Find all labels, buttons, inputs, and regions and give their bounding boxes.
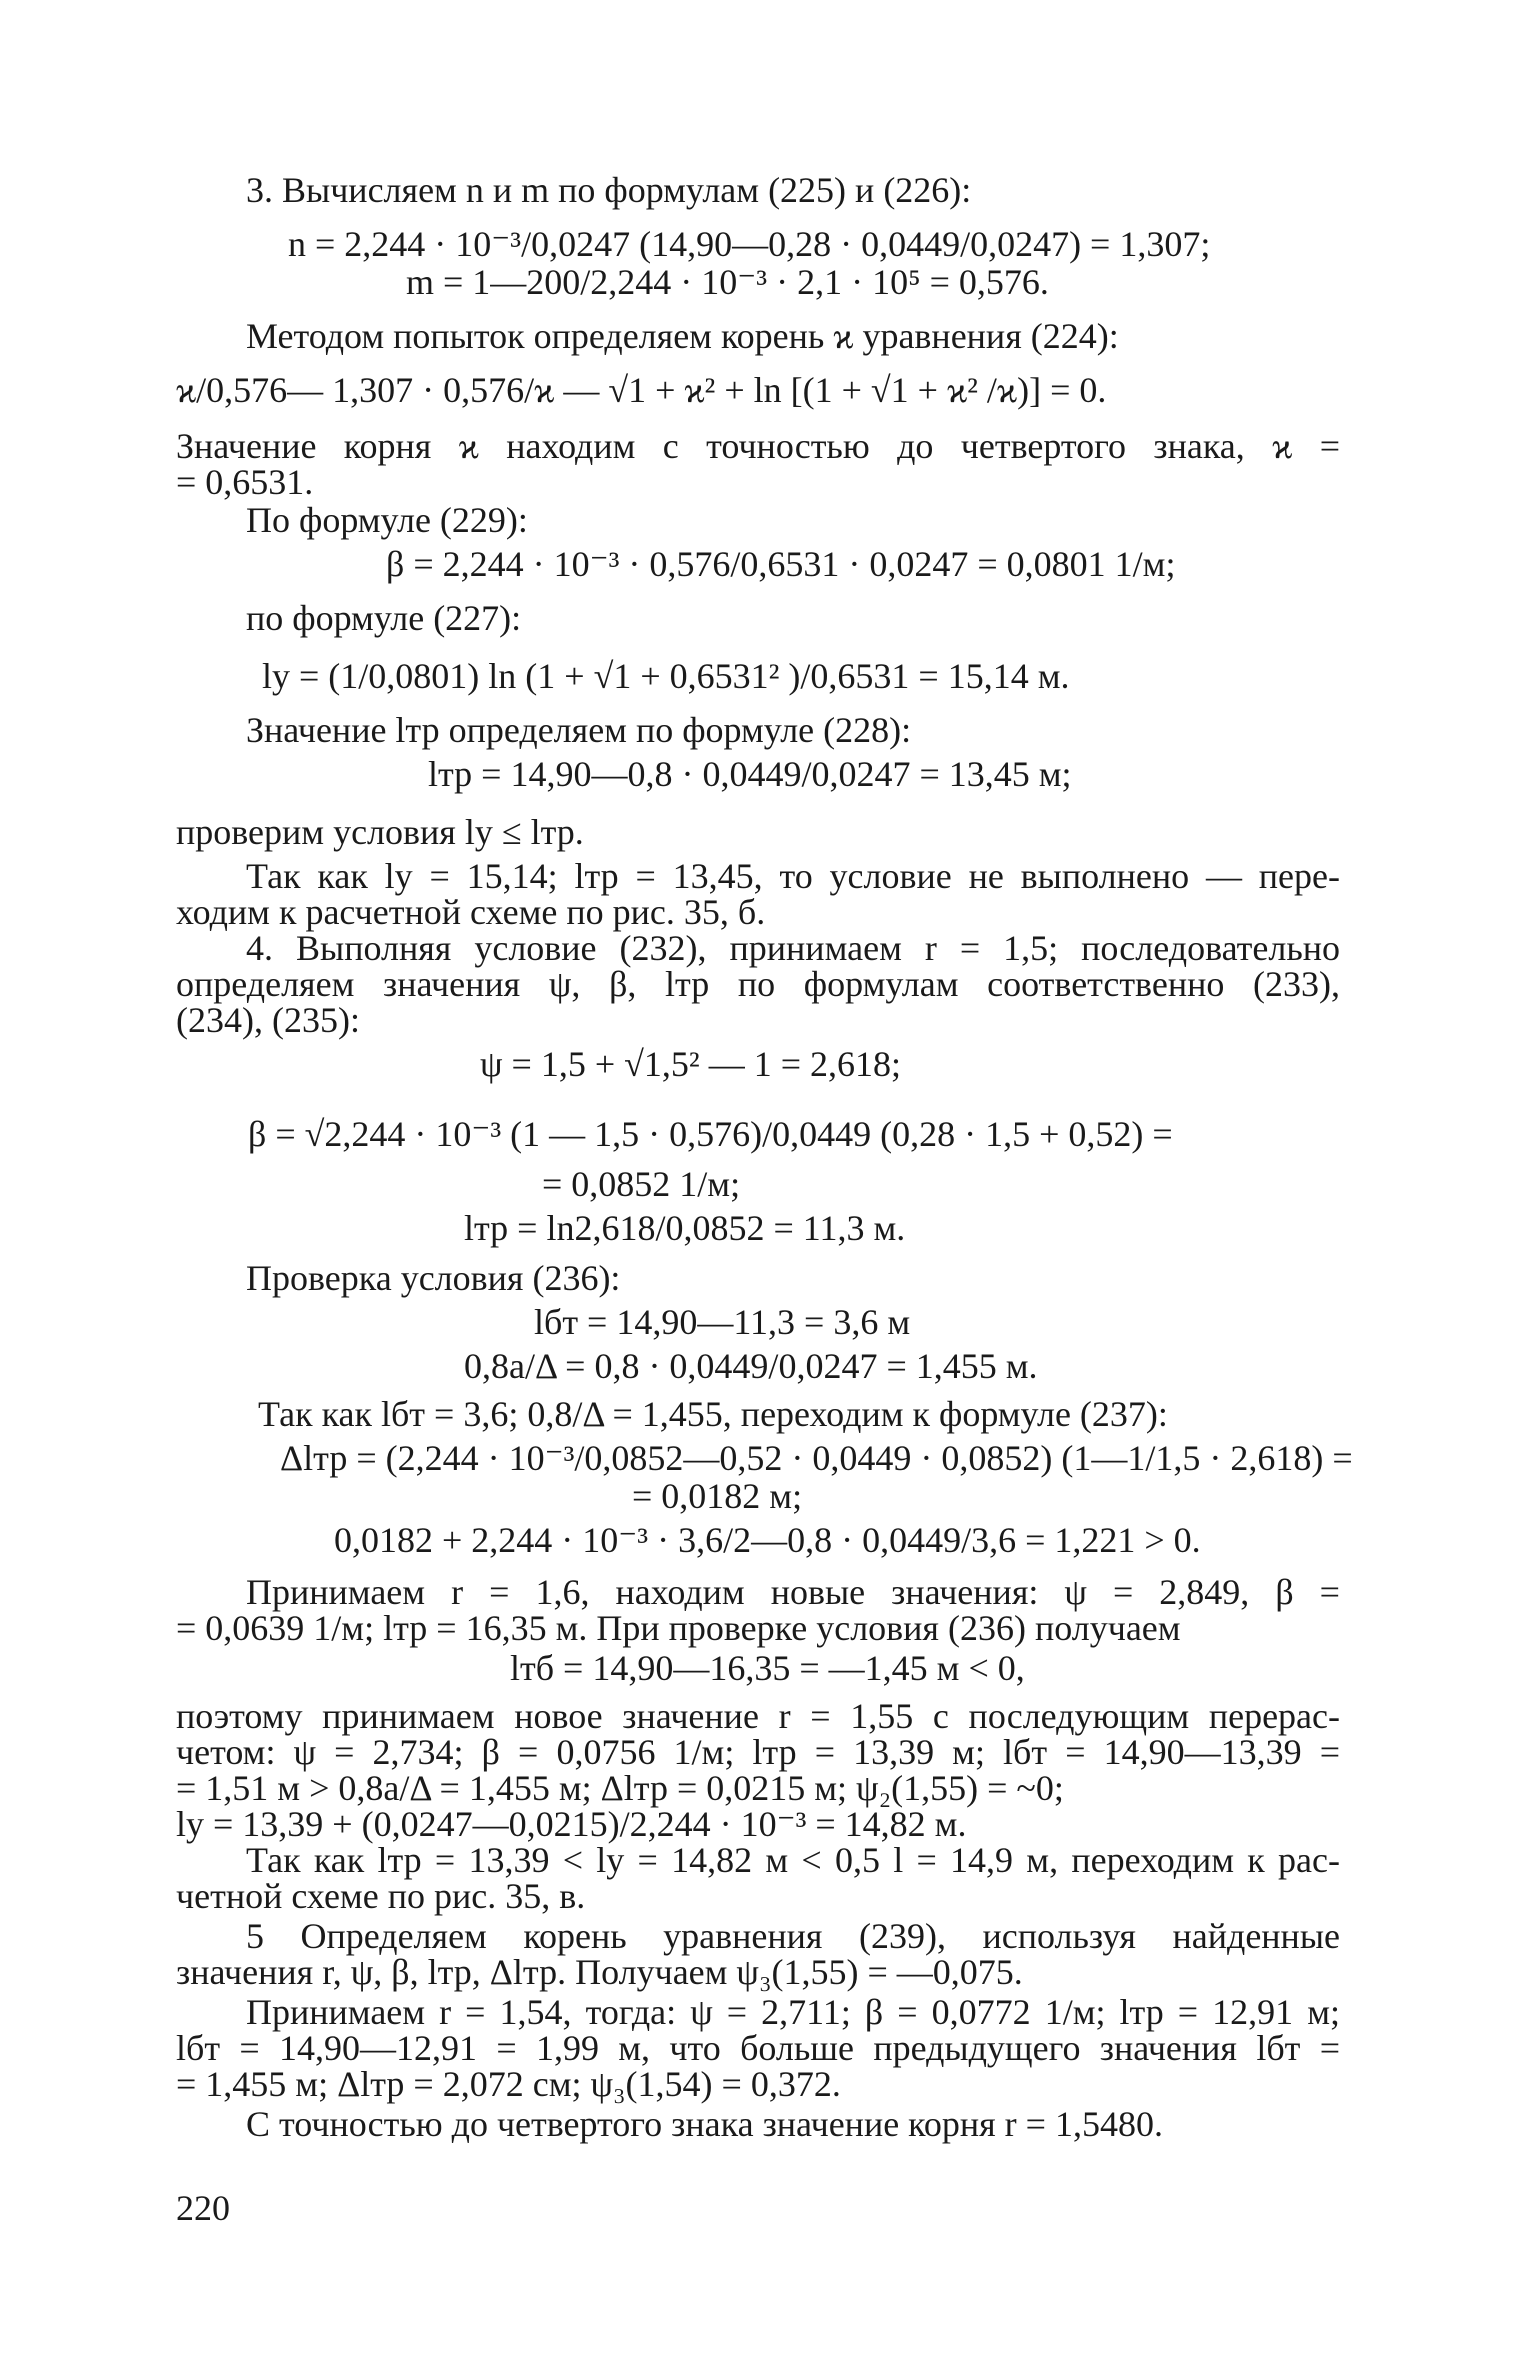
text-line-ly-value: lу = 13,39 + (0,0247—0,0215)/2,244 · 10⁻³ = 14,82 м. [176, 1804, 967, 1844]
text-line-ltr: Значение lтр определяем по формуле (228): [246, 710, 912, 750]
formula-lbt: lбт = 14,90—11,3 = 3,6 м [534, 1302, 911, 1342]
formula-ltb: lтб = 14,90—16,35 = —1,45 м < 0, [510, 1648, 1025, 1688]
text-line-formula-229: По формуле (229): [246, 500, 528, 540]
text-line-root-value: = 0,6531. [176, 462, 314, 502]
text-line-accept-1-6: Принимаем r = 1,6, находим новые значения: ψ = 2,849, β = [246, 1572, 1340, 1612]
text-line-final-root: С точностью до четвертого знака значение корня r = 1,5480. [246, 2104, 1163, 2144]
text-line-since-3: Так как lтр = 13,39 < lу = 14,82 м < 0,5 l = 14,9 м, переходим к рас- [246, 1840, 1340, 1880]
text-line-check-236: Проверка условия (236): [246, 1258, 621, 1298]
text-line-values-psi3: значения r, ψ, β, lтр, Δlтр. Получаем ψ₃(1,55) = —0,075. [176, 1952, 1023, 1992]
formula-ltr-2: lтр = ln2,618/0,0852 = 11,3 м. [464, 1208, 906, 1248]
text-line-step-5: 5 Определяем корень уравнения (239), используя найденные [246, 1916, 1340, 1956]
text-line-therefore: поэтому принимаем новое значение r = 1,55 с последующим перерас- [176, 1696, 1340, 1736]
text-line-method: Методом попыток определяем корень ϰ уравнения (224): [246, 316, 1119, 356]
formula-delta-ltr-result: = 0,0182 м; [632, 1476, 803, 1516]
formula-beta-2: β = √2,244 · 10⁻³ (1 — 1,5 · 0,576)/0,0449 (0,28 · 1,5 + 0,52) = [248, 1114, 1173, 1154]
text-line-step-3: 3. Вычисляем n и m по формулам (225) и (226): [246, 170, 972, 210]
text-line-accept-1-54: Принимаем r = 1,54, тогда: ψ = 2,711; β = 0,0772 1/м; lтр = 12,91 м; [246, 1992, 1340, 2032]
formula-equation-224: ϰ/0,576— 1,307 · 0,576/ϰ — √1 + ϰ² + ln [(1 + √1 + ϰ² /ϰ)] = 0. [176, 370, 1107, 410]
text-line-root: Значение корня ϰ находим с точностью до четвертого знака, ϰ = [176, 426, 1340, 466]
formula-psi: ψ = 1,5 + √1,5² — 1 = 2,618; [480, 1044, 901, 1084]
formula-beta-2-result: = 0,0852 1/м; [542, 1164, 741, 1204]
formula-check-sum: 0,0182 + 2,244 · 10⁻³ · 3,6/2—0,8 · 0,0449/3,6 = 1,221 > 0. [334, 1520, 1201, 1560]
text-line-formulas-refs: (234), (235): [176, 1000, 360, 1040]
text-line-step-4: 4. Выполняя условие (232), принимаем r = 1,5; последовательно [246, 928, 1340, 968]
text-line-formula-227: по формуле (227): [246, 598, 522, 638]
text-line-determine: определяем значения ψ, β, lтр по формулам соответственно (233), [176, 964, 1340, 1004]
text-line-recalc: четом: ψ = 2,734; β = 0,0756 1/м; lтр = 13,39 м; lбт = 14,90—13,39 = [176, 1732, 1340, 1772]
text-line-scheme-b: ходим к расчетной схеме по рис. 35, б. [176, 892, 766, 932]
text-line-since-2: Так как lбт = 3,6; 0,8/Δ = 1,455, переходим к формуле (237): [258, 1394, 1168, 1434]
formula-0-8a: 0,8a/Δ = 0,8 · 0,0449/0,0247 = 1,455 м. [464, 1346, 1038, 1386]
text-line-new-values: = 0,0639 1/м; lтр = 16,35 м. При проверке условия (236) получаем [176, 1608, 1181, 1648]
formula-m: m = 1—200/2,244 · 10⁻³ · 2,1 · 10⁵ = 0,576. [406, 262, 1049, 302]
formula-beta: β = 2,244 · 10⁻³ · 0,576/0,6531 · 0,0247 = 0,0801 1/м; [386, 544, 1176, 584]
text-line-psi3-value: = 1,455 м; Δlтр = 2,072 см; ψ₃(1,54) = 0,372. [176, 2064, 841, 2104]
page-number: 220 [176, 2188, 230, 2228]
formula-delta-ltr: Δlтр = (2,244 · 10⁻³/0,0852—0,52 · 0,0449 · 0,0852) (1—1/1,5 · 2,618) = [280, 1438, 1353, 1478]
text-line-since: Так как lу = 15,14; lтр = 13,45, то условие не выполнено — пере- [246, 856, 1340, 896]
text-line-recalc-2: = 1,51 м > 0,8a/Δ = 1,455 м; Δlтр = 0,0215 м; ψ₂(1,55) = ~0; [176, 1768, 1064, 1808]
formula-n: n = 2,244 · 10⁻³/0,0247 (14,90—0,28 · 0,0449/0,0247) = 1,307; [288, 224, 1211, 264]
formula-ly: lу = (1/0,0801) ln (1 + √1 + 0,6531² )/0,6531 = 15,14 м. [262, 656, 1070, 696]
text-line-scheme-v: четной схеме по рис. 35, в. [176, 1876, 586, 1916]
text-line-check: проверим условия lу ≤ lтр. [176, 812, 584, 852]
formula-ltr: lтр = 14,90—0,8 · 0,0449/0,0247 = 13,45 м; [428, 754, 1072, 794]
text-line-lbt: lбт = 14,90—12,91 = 1,99 м, что больше предыдущего значения lбт = [176, 2028, 1340, 2068]
